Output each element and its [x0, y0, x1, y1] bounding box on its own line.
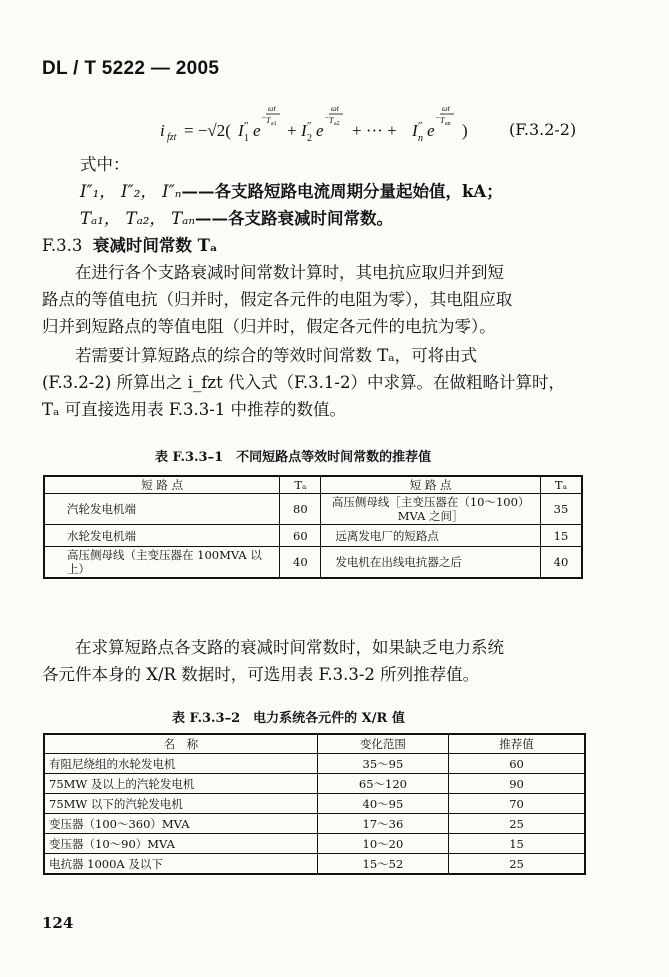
- table-1: [43, 475, 583, 579]
- table-cell: 80: [280, 494, 321, 525]
- table-row: [44, 794, 585, 814]
- table-row: [44, 754, 585, 774]
- table-cell: 15～52: [317, 854, 448, 875]
- where-line-2-text: ——各支路衰减时间常数。: [195, 209, 394, 228]
- term2-exp-den: T: [329, 116, 334, 125]
- term2-minus: −: [324, 113, 330, 122]
- table-cell: 有阻尼绕组的水轮发电机: [44, 754, 317, 774]
- section-title: 衰减时间常数 Tₐ: [92, 236, 218, 255]
- termn-exp-den: T: [440, 116, 445, 125]
- table-cell: 发电机在出线电抗器之后: [321, 547, 541, 579]
- table-cell: 25: [449, 814, 585, 834]
- where-line-1: [80, 182, 503, 202]
- table-header-cell: 短 路 点: [321, 476, 541, 494]
- term1-exp-den: T: [266, 116, 271, 125]
- table-cell: 60: [280, 525, 321, 547]
- table-row: [44, 547, 582, 579]
- table-cell: 水轮发电机端: [44, 525, 280, 547]
- table-cell: 35～95: [317, 754, 448, 774]
- plus-1: +: [287, 121, 297, 140]
- standard-code: DL / T 5222 — 2005: [42, 58, 220, 79]
- where-line-1-text: ——各支路短路电流周期分量起始值，kA；: [181, 182, 503, 201]
- table-cell: 10～20: [317, 834, 448, 854]
- formula-equals: = −√2(: [184, 121, 231, 140]
- termn-minus: −: [435, 113, 441, 122]
- formula-lhs-sub: fzt: [167, 132, 177, 143]
- table-header-cell: 短 路 点: [44, 476, 280, 494]
- term1-sub: 1: [244, 133, 249, 144]
- where-line-2: [80, 209, 393, 229]
- term2-prime: ″: [307, 120, 312, 132]
- term1-minus: −: [261, 113, 267, 122]
- where-label: 式中：: [80, 155, 130, 174]
- table-cell: 25: [449, 854, 585, 875]
- table-cell: 高压侧母线（主变压器在 100MVA 以上）: [44, 547, 280, 579]
- paragraph-3-line-2: 各元件本身的 X/R 数据时，可选用表 F.3.3-2 所列推荐值。: [42, 665, 480, 684]
- term2-sub: 2: [307, 133, 312, 144]
- paragraph-3-line-1: 在求算短路点各支路的衰减时间常数时，如果缺乏电力系统: [75, 638, 504, 657]
- formula-f3-2-2: [160, 103, 490, 153]
- table-header-cell: 变化范围: [317, 734, 448, 754]
- termn-prime: ″: [418, 120, 423, 132]
- table-header-cell: Tₐ: [280, 476, 321, 494]
- paragraph-2-line-2: (F.3.2-2) 所算出之 i_fzt 代入式（F.3.1-2）中求算。在做粗略计算时，: [42, 373, 565, 392]
- table-cell: 40: [280, 547, 321, 579]
- table-cell: 汽轮发电机端: [44, 494, 280, 525]
- formula-lhs: i: [160, 121, 165, 140]
- table-row: [44, 854, 585, 875]
- table-cell: 40: [540, 547, 582, 579]
- termn-base: I: [412, 121, 418, 140]
- table-header-cell: Tₐ: [540, 476, 582, 494]
- termn-exp-den-sub: an: [445, 121, 451, 127]
- table-row: [44, 834, 585, 854]
- termn-exp-num: ωt: [442, 104, 450, 113]
- table-1-caption: 表 F.3.3–1 不同短路点等效时间常数的推荐值: [155, 450, 432, 465]
- termn-sub: n: [418, 133, 423, 144]
- plus-dots: + ··· +: [352, 121, 397, 140]
- section-number: F.3.3: [42, 236, 83, 255]
- table-cell: 电抗器 1000A 及以下: [44, 854, 317, 875]
- table-2: [43, 733, 586, 875]
- term2-exp-num: ωt: [331, 104, 339, 113]
- table-2-caption: 表 F.3.3–2 电力系统各元件的 X/R 值: [172, 711, 405, 726]
- table-row: [44, 774, 585, 794]
- term1-e: e: [253, 121, 261, 140]
- table-header-row: [44, 734, 585, 754]
- term1-exp-num: ωt: [268, 104, 276, 113]
- table-header-cell: 名 称: [44, 734, 317, 754]
- term1-exp-den-sub: a1: [271, 121, 277, 127]
- table-cell: 远离发电厂的短路点: [321, 525, 541, 547]
- table-row: [44, 525, 582, 547]
- paragraph-1-line-3: 归并到短路点的等值电阻（归并时，假定各元件的电抗为零）。: [42, 317, 496, 336]
- term1-prime: ″: [244, 120, 249, 132]
- paragraph-2-line-3: Tₐ 可直接选用表 F.3.3-1 中推荐的数值。: [42, 400, 347, 419]
- termn-e: e: [427, 121, 435, 140]
- page-number: 124: [42, 914, 74, 932]
- table-cell: 70: [449, 794, 585, 814]
- paragraph-1-line-1: 在进行各个支路衰减时间常数计算时，其电抗应取归并到短: [75, 263, 504, 282]
- table-cell: 65～120: [317, 774, 448, 794]
- table-cell: 75MW 以下的汽轮发电机: [44, 794, 317, 814]
- table-cell: 60: [449, 754, 585, 774]
- table-header-row: [44, 476, 582, 494]
- table-cell: 15: [449, 834, 585, 854]
- term2-exp-den-sub: a2: [334, 121, 340, 127]
- section-heading: [42, 236, 218, 256]
- table-cell: 40～95: [317, 794, 448, 814]
- term2-base: I: [301, 121, 307, 140]
- table-header-cell: 推荐值: [449, 734, 585, 754]
- paragraph-1-line-2: 路点的等值电抗（归并时，假定各元件的电阻为零），其电阻应取: [42, 290, 513, 309]
- paragraph-2-line-1: 若需要计算短路点的综合的等效时间常数 Tₐ，可将由式: [75, 346, 478, 365]
- term1-base: I: [238, 121, 244, 140]
- table-row: [44, 494, 582, 525]
- formula-svg: [160, 103, 490, 153]
- table-cell: 高压侧母线［主变压器在（10～100）MVA 之间］: [321, 494, 541, 525]
- table-cell: 17～36: [317, 814, 448, 834]
- table-cell: 变压器（100～360）MVA: [44, 814, 317, 834]
- equation-number: (F.3.2-2): [509, 120, 577, 139]
- where-line-2-symbols: Tₐ₁， Tₐ₂， Tₐₙ: [80, 209, 196, 228]
- where-line-1-symbols: I″₁， I″₂， I″ₙ: [80, 182, 182, 201]
- table-cell: 变压器（10～90）MVA: [44, 834, 317, 854]
- table-cell: 15: [540, 525, 582, 547]
- formula-close: ): [462, 121, 468, 140]
- table-cell: 35: [540, 494, 582, 525]
- table-cell: 75MW 及以上的汽轮发电机: [44, 774, 317, 794]
- term2-e: e: [316, 121, 324, 140]
- table-row: [44, 814, 585, 834]
- table-cell: 90: [449, 774, 585, 794]
